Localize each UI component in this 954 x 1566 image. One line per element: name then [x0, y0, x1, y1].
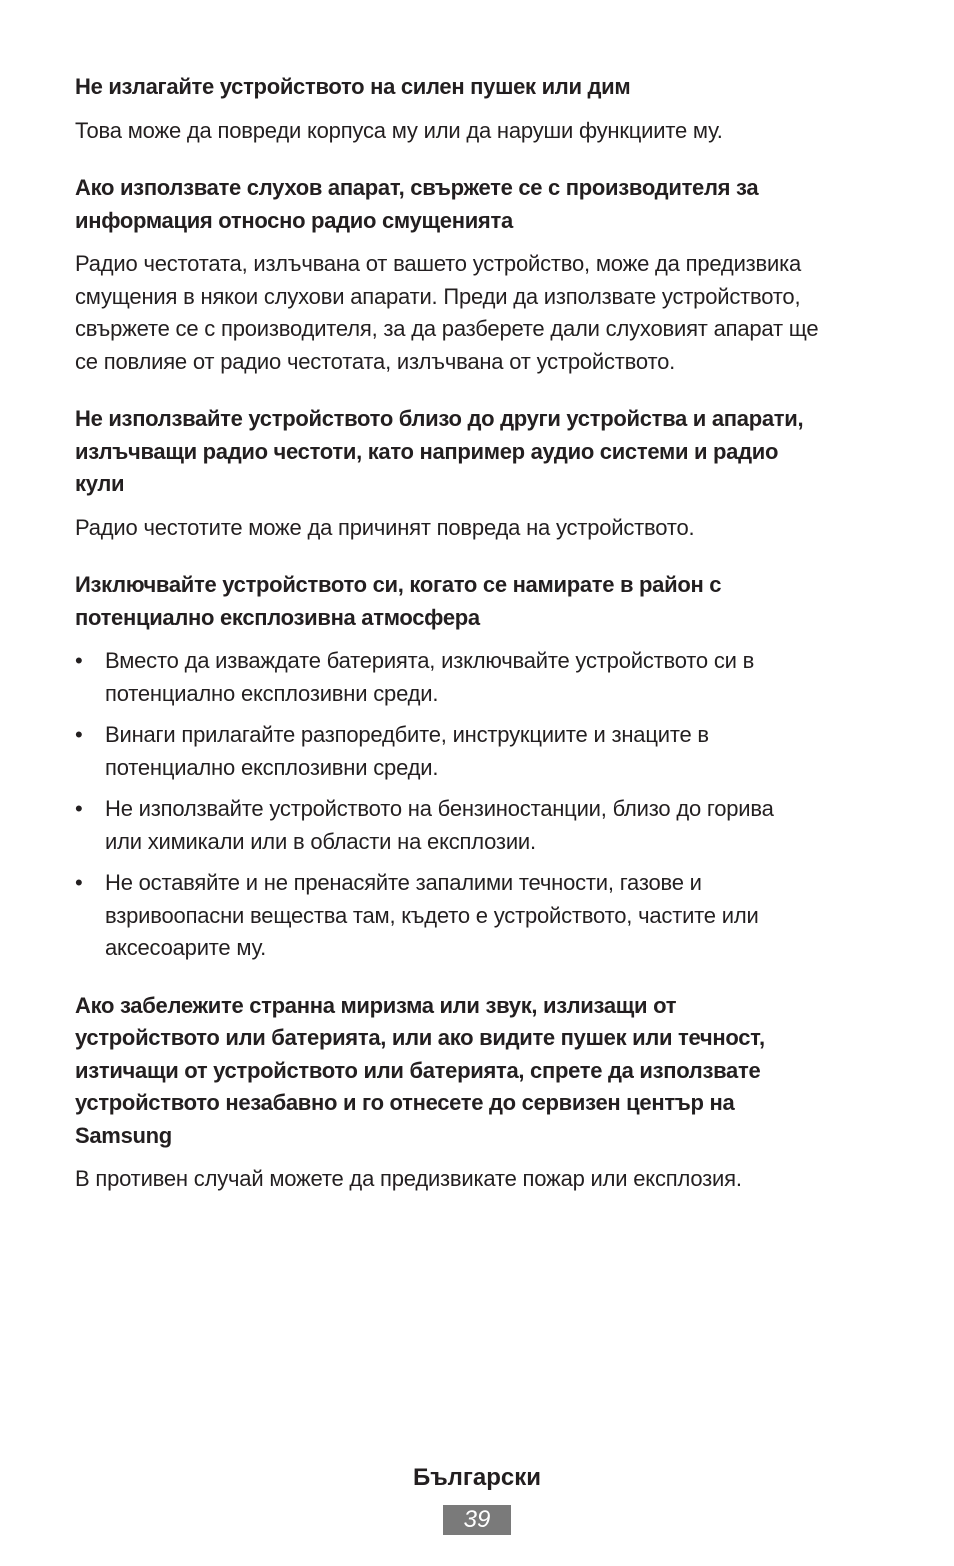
bullet-icon: • — [75, 722, 83, 747]
page-number: 39 — [443, 1505, 511, 1535]
section-smoke — [75, 71, 875, 147]
section-paragraph: Радио честотата, излъчвана от вашето устройство, може да предизвика смущения в някои слухови апарати. Преди да използвате устройството, свържете се с производителя, за да разберете дали слуховият апарат ще се повлияе от радио честотата, излъчвана от устройството. — [75, 251, 819, 374]
bullet-icon: • — [75, 796, 83, 821]
bullet-icon: • — [75, 648, 83, 673]
section-paragraph: Радио честотите може да причинят повреда на устройството. — [75, 514, 695, 540]
bullet-list — [75, 645, 875, 965]
section-paragraph: В противен случай можете да предизвикате пожар или експлозия. — [75, 1166, 742, 1191]
section-heading: Изключвайте устройството си, когато се намирате в район с потенциално експлозивна атмосфера — [75, 572, 722, 630]
section-strange-smell — [75, 990, 875, 1196]
footer-language: Български — [412, 1464, 542, 1491]
section-hearing-aid — [75, 172, 875, 378]
section-explosive-atmosphere — [75, 569, 875, 965]
section-heading: Ако забележите странна миризма или звук, излизащи от устройството или батерията, или ако видите пушек или течност, изтичащи от устройството или батерията, спрете да използвате устройството незабавно и го отнесете до сервизен център на Samsung — [75, 992, 765, 1148]
section-radio-devices — [75, 403, 875, 544]
section-paragraph: Това може да повреди корпуса му или да наруши функциите му. — [75, 117, 723, 143]
section-heading: Не използвайте устройството близо до други устройства и апарати, излъчващи радио честоти, като например аудио системи и радио кули — [75, 406, 804, 496]
list-item: • Вместо да изваждате батерията, изключвайте устройството си в потенциално експлозивни среди. — [75, 645, 875, 710]
bullet-icon: • — [75, 870, 83, 895]
list-item: • Винаги прилагайте разпоредбите, инструкциите и знаците в потенциално експлозивни среди. — [75, 719, 875, 784]
page-content — [75, 71, 875, 1196]
section-heading: Ако използвате слухов апарат, свържете се с производителя за информация относно радио смущенията — [75, 175, 759, 233]
section-heading: Не излагайте устройството на силен пушек или дим — [75, 74, 631, 99]
list-item: • Не оставяйте и не пренасяйте запалими течности, газове и взривоопасни вещества там, където е устройството, частите или аксесоарите му. — [75, 867, 875, 965]
list-item: • Не използвайте устройството на бензиностанции, близо до горива или химикали или в области на експлозии. — [75, 793, 875, 858]
